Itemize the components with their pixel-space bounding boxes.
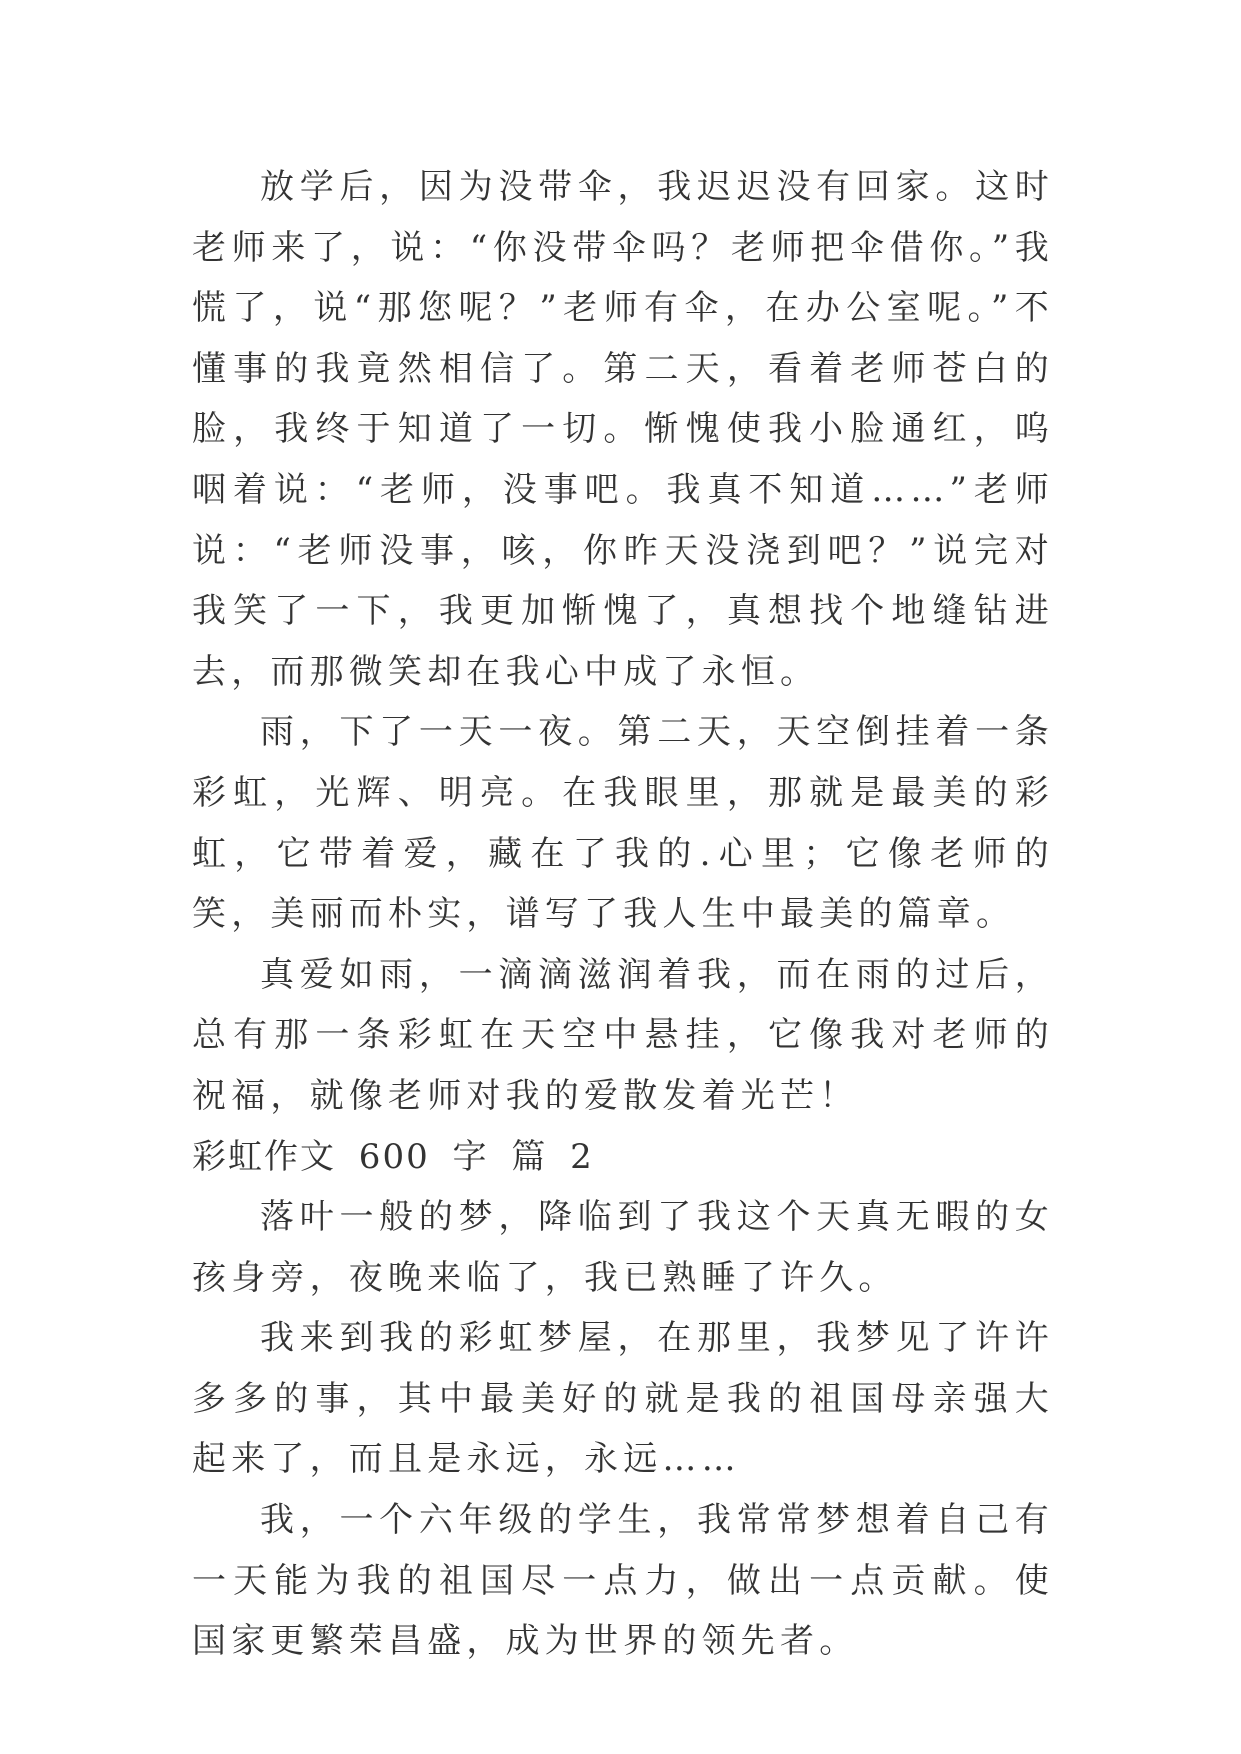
paragraph-umbrella-story: 放学后，因为没带伞，我迟迟没有回家。这时老师来了，说：“你没带伞吗？老师把伞借你。”我慌了，说“那您呢？”老师有伞，在办公室呢。”不懂事的我竟然相信了。第二天，看着老师苍白的脸，我终于知道了一切。惭愧使我小脸通红，呜咽着说：“老师，没事吧。我真不知道……”老师说：“老师没事，咳，你昨天没浇到吧？”说完对我笑了一下，我更加惭愧了，真想找个地缝钻进去，而那微笑却在我心中成了永恒。	[192, 167, 1054, 692]
paragraph-rainbow-after-rain: 雨，下了一天一夜。第二天，天空倒挂着一条彩虹，光辉、明亮。在我眼里，那就是最美的彩虹，它带着爱，藏在了我的.心里；它像老师的笑，美丽而朴实，谱写了我人生中最美的篇章。	[192, 712, 1054, 935]
paragraph-sixth-grader-dream: 我，一个六年级的学生，我常常梦想着自己有一天能为我的祖国尽一点力，做出一点贡献。使国家更繁荣昌盛，成为世界的领先者。	[192, 1500, 1054, 1662]
document-body	[192, 157, 1054, 1672]
paragraph-true-love-like-rain: 真爱如雨，一滴滴滋润着我，而在雨的过后，总有那一条彩虹在天空中悬挂，它像我对老师的祝福，就像老师对我的爱散发着光芒！	[192, 954, 1054, 1116]
paragraph-falling-leaf-dream: 落叶一般的梦，降临到了我这个天真无暇的女孩身旁，夜晚来临了，我已熟睡了许久。	[192, 1197, 1054, 1298]
essay-heading: 彩虹作文 600 字 篇 2	[192, 1136, 594, 1177]
paragraph-rainbow-dream-house: 我来到我的彩虹梦屋，在那里，我梦见了许许多多的事，其中最美好的就是我的祖国母亲强大起来了，而且是永远，永远……	[192, 1318, 1054, 1480]
